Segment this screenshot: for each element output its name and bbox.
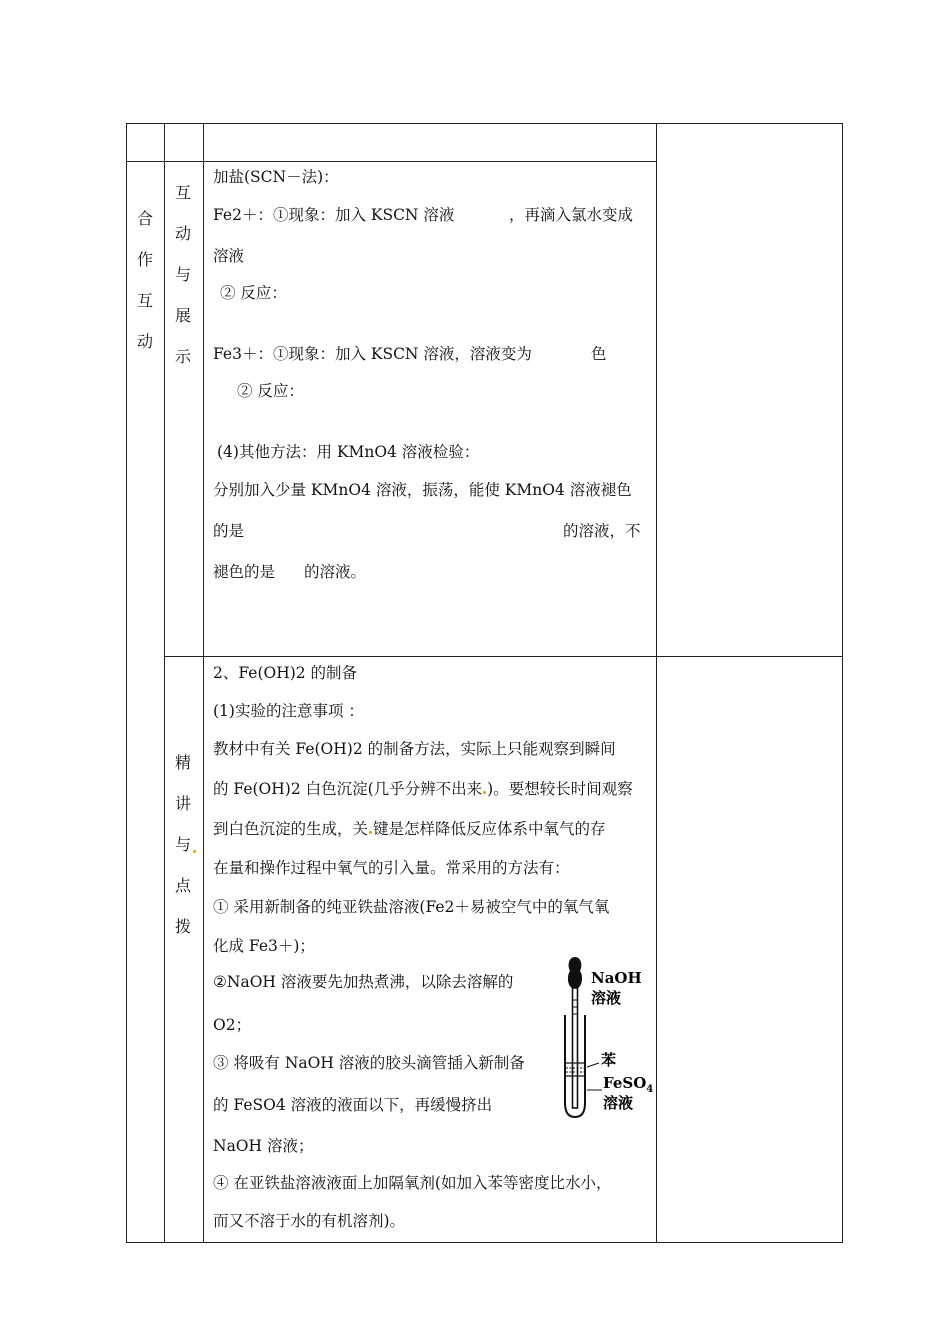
table-col-divider-3: [656, 123, 657, 1243]
table-border-bottom: [126, 1242, 843, 1243]
label-feso-main: FeSO: [603, 1074, 647, 1092]
label-feso: [603, 1074, 653, 1095]
text-line: 的溶液，不: [563, 522, 641, 540]
text-line: 的 FeSO4 溶液的液面以下，再缓慢挤出: [213, 1096, 493, 1114]
table-row-divider-1: [126, 161, 657, 162]
label-benzene: 苯: [601, 1051, 617, 1069]
text-line: [213, 817, 606, 839]
text-line: ④ 在亚铁盐溶液液面上加隔氧剂(如加入苯等密度比水小，: [213, 1174, 612, 1192]
text-line: ② 反应：: [237, 382, 304, 400]
text-line: 分别加入少量 KMnO4 溶液，振荡，能使 KMnO4 溶液褪色: [213, 481, 632, 499]
text-line: (4)其他方法：用 KMnO4 溶液检验：: [217, 443, 480, 461]
table-row-divider-2: [164, 656, 843, 657]
table-border-top: [126, 123, 843, 124]
stage-label-lecture: [165, 742, 201, 947]
label-naoh-solution: 溶液: [591, 989, 622, 1007]
text-line: Fe2＋：①现象：加入 KSCN 溶液: [213, 206, 455, 224]
text-line: Fe3＋：①现象：加入 KSCN 溶液，溶液变为: [213, 345, 532, 363]
text-line: ，再滴入氯水变成: [509, 206, 634, 224]
table-col-divider-2: [203, 123, 204, 1243]
test-tube-outline: [565, 1015, 585, 1117]
text-line: ① 采用新制备的纯亚铁盐溶液(Fe2＋易被空气中的氧气氧: [213, 898, 610, 916]
test-tube-figure: [555, 955, 655, 1125]
text-line: 教材中有关 Fe(OH)2 的制备方法，实际上只能观察到瞬间: [213, 740, 616, 758]
text-line: NaOH 溶液；: [213, 1137, 314, 1155]
text-line: (1)实验的注意事项 ：: [213, 702, 364, 720]
stage-label-text-2: 精讲与点拨: [175, 753, 192, 936]
text-line: 的是: [213, 522, 245, 540]
text-line: 在量和操作过程中氧气的引入量。常采用的方法有：: [213, 859, 570, 877]
stage-label-interaction: [165, 172, 201, 377]
dropper-bulb-icon: [568, 957, 582, 988]
text-line: 的溶液。: [304, 563, 367, 581]
text-line: 而又不溶于水的有机溶剂)。: [213, 1212, 406, 1230]
text-fragment: 的 Fe(OH)2 白色沉淀(几乎分辨不出来: [213, 780, 483, 798]
stage-label-text: 互动与展示: [175, 183, 192, 366]
text-line: ③ 将吸有 NaOH 溶液的胶头滴管插入新制备: [213, 1054, 525, 1072]
text-line: 褪色的是: [213, 563, 276, 581]
label-feso-subscript: 4: [646, 1084, 654, 1095]
text-fragment: )。要想较长时间观察: [487, 780, 633, 798]
highlight-mark: [483, 791, 486, 794]
text-line: 2、Fe(OH)2 的制备: [213, 664, 358, 682]
text-line: ②NaOH 溶液要先加热煮沸，以除去溶解的: [213, 973, 514, 991]
highlight-mark: [369, 831, 372, 834]
text-line: O2；: [213, 1016, 252, 1034]
dropper-tube: [573, 988, 578, 1108]
text-line: ② 反应：: [220, 284, 287, 302]
text-line: 色: [591, 345, 607, 363]
text-fragment: 键是怎样降低反应体系中氧气的存: [373, 820, 606, 838]
label-feso-solution: 溶液: [603, 1094, 634, 1112]
text-line: 加盐(SCN－法)：: [213, 168, 339, 186]
label-naoh: NaOH: [591, 969, 642, 987]
text-line: [213, 777, 633, 799]
text-line: 溶液: [213, 247, 245, 265]
text-fragment: 到白色沉淀的生成，关: [213, 820, 369, 838]
section-label-text: 合作互动: [137, 209, 154, 351]
highlight-mark: [193, 850, 196, 853]
text-line: 化成 Fe3＋)；: [213, 937, 315, 955]
table-border-right: [842, 123, 843, 1243]
section-label-cooperation: [127, 198, 163, 362]
